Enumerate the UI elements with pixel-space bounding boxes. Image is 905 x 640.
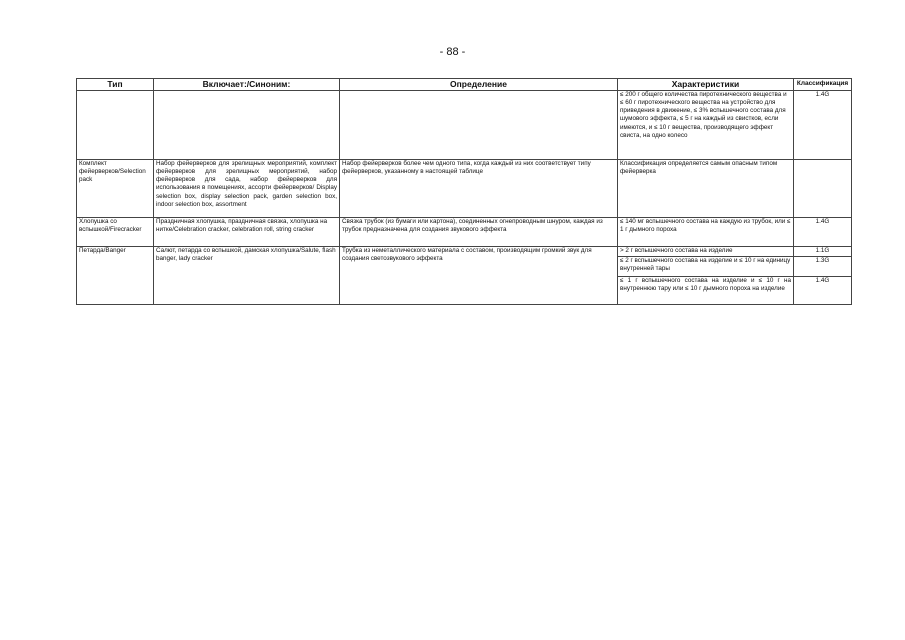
- cell-includes: Праздничная хлопушка, праздничная связка, хлопушка на нитке/Celebration cracker, celebration roll, string cracker: [154, 218, 340, 247]
- cell-includes: Салют, петарда со вспышкой, дамская хлопушка/Salute, flash banger, lady cracker: [154, 247, 340, 305]
- table-row: [77, 247, 852, 257]
- cell-characteristics: ≤ 140 мг вспышечного состава на каждую из трубок, или ≤ 1 г дымного пороха: [618, 218, 794, 247]
- table-header-row: [77, 79, 852, 91]
- cell-classification: 1.4G: [794, 218, 852, 247]
- table-row: [77, 160, 852, 218]
- header-classification: Классификация: [794, 79, 852, 91]
- header-type: Тип: [77, 79, 154, 91]
- cell-includes: Набор фейерверков для зрелищных мероприятий, комплект фейерверков для зрелищных мероприятий, набор фейерверков для сада, набор фейерверков для использования в помещениях, ассорти фейерверков/ Display selection box, display selection pack, garden selection box, indoor selection box, assortment: [154, 160, 340, 218]
- cell-type: Комплект фейерверков/Selection pack: [77, 160, 154, 218]
- cell-definition: [340, 91, 618, 160]
- header-includes: Включает:/Синоним:: [154, 79, 340, 91]
- fireworks-classification-table: [76, 78, 852, 305]
- cell-characteristics: ≤ 1 г вспышечного состава на изделие и ≤ 10 г на внутреннюю тару или ≤ 10 г дымного пороха на изделие: [618, 277, 794, 305]
- cell-type: Петарда/Banger: [77, 247, 154, 305]
- cell-classification: 1.1G: [794, 247, 852, 257]
- cell-classification: 1.4G: [794, 91, 852, 160]
- cell-includes: [154, 91, 340, 160]
- cell-type: [77, 91, 154, 160]
- cell-definition: Связка трубок (из бумаги или картона), соединенных огнепроводным шнуром, каждая из трубок предназначена для создания звукового эффекта: [340, 218, 618, 247]
- cell-characteristics: Классификация определяется самым опасным типом фейерверка: [618, 160, 794, 218]
- header-characteristics: Характеристики: [618, 79, 794, 91]
- cell-characteristics: ≤ 200 г общего количества пиротехнического вещества и ≤ 60 г пиротехнического вещества на устройство для приведения в движение, ≤ 3% вспышечного состава для шумового эффекта, ≤ 5 г на каждый из свистков, если имеются, и ≤ 10 г вещества, производящего эффект свиста, на одно колесо: [618, 91, 794, 160]
- cell-characteristics: > 2 г вспышечного состава на изделие: [618, 247, 794, 257]
- cell-classification: [794, 160, 852, 218]
- header-definition: Определение: [340, 79, 618, 91]
- cell-type: Хлопушка со вспышкой/Firecracker: [77, 218, 154, 247]
- cell-definition: Набор фейерверков более чем одного типа, когда каждый из них соответствует типу фейерверков, указанному в настоящей таблице: [340, 160, 618, 218]
- cell-characteristics: ≤ 2 г вспышечного состава на изделие и ≤ 10 г на единицу внутренней тары: [618, 257, 794, 277]
- cell-definition: Трубка из неметаллического материала с составом, производящим громкий звук для создания светозвукового эффекта: [340, 247, 618, 305]
- page-number: - 88 -: [439, 46, 466, 58]
- table-row: [77, 91, 852, 160]
- table-row: [77, 218, 852, 247]
- cell-classification: 1.4G: [794, 277, 852, 305]
- cell-classification: 1.3G: [794, 257, 852, 277]
